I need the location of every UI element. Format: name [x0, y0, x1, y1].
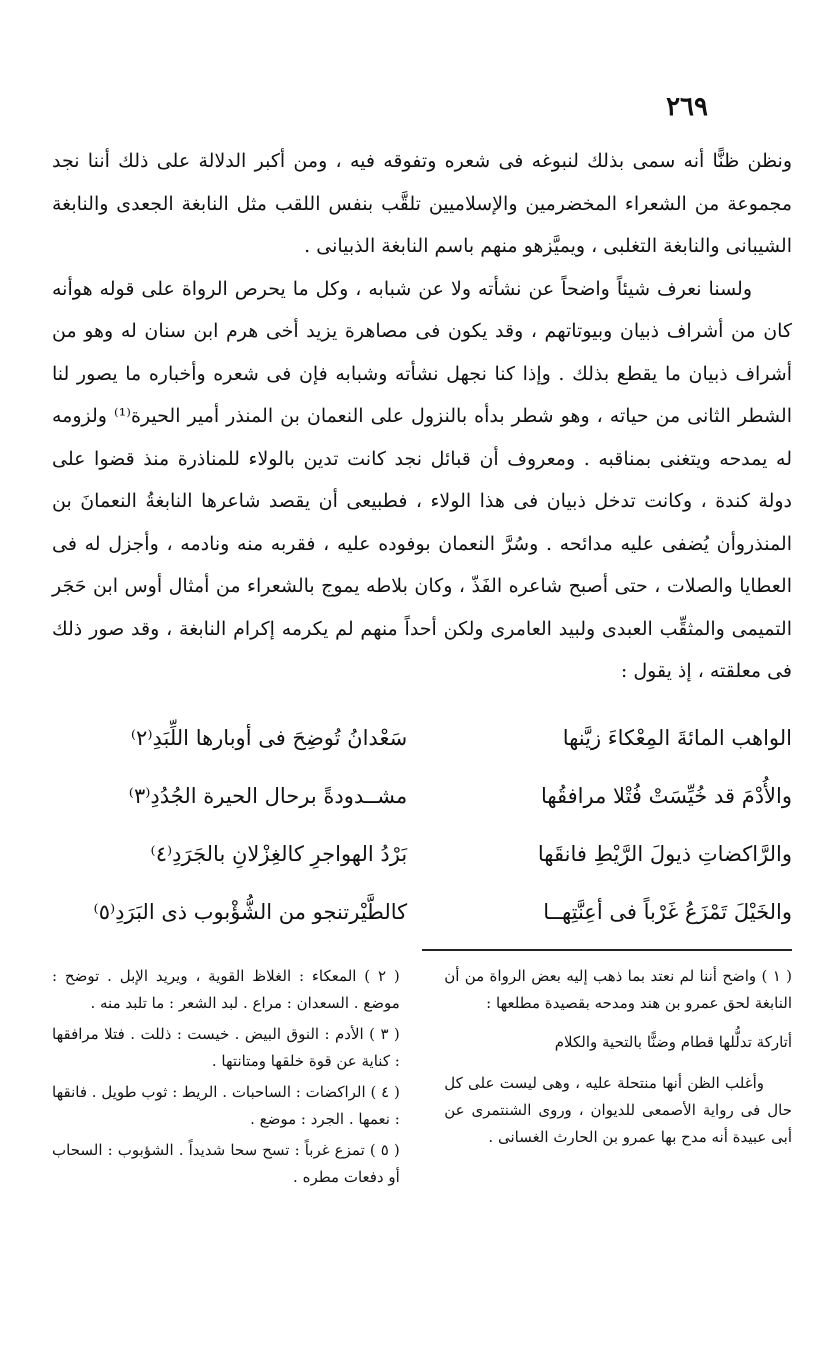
footnotes-right-column — [444, 963, 792, 1195]
footnote-3: ( ٣ ) الأدم : النوق البيض . خيست : ذللت . فتلا مرافقها : كناية عن قوة خلقها ومتانتها . — [52, 1024, 400, 1070]
verse-second-hemistich: بَرْدُ الهواجرِ كالغِزْلانِ بالجَرَدِ⁽٤⁾ — [150, 841, 408, 866]
footnote-1-continued: وأغلب الظن أنها منتحلة عليه ، وهى ليست على كل حال فى رواية الأصمعى للديوان ، وروى الشنتمرى عن أبى عبيدة أنه مدح بها عمرو بن الحارث الغسانى . — [444, 1073, 792, 1146]
footnotes-left-column — [52, 963, 400, 1195]
footnotes — [52, 963, 792, 1195]
verse-first-hemistich: والخَيْلَ تَمْزَعُ غَرْباً فى أعِنَّتِهــا — [543, 899, 792, 924]
footnote-1: ( ١ ) واضح أننا لم نعتد بما ذهب إليه بعض الرواة من أن النابغة لحق عمرو بن هند ومدحه بقصيدة مطلعها : — [444, 966, 793, 1012]
poem-verse — [52, 883, 792, 941]
verse-first-hemistich: والرَّاكضاتِ ذيولَ الرَّيْطِ فانقَها — [537, 841, 792, 866]
paragraph-1: ونظن ظنًّا أنه سمى بذلك لنبوغه فى شعره وتفوقه فيه ، ومن أكبر الدلالة على ذلك أننا نجد مجموعة من الشعراء المخضرمين والإسلاميين تلقَّب بنفس اللقب مثل النابغة الجعدى والنابغة الشيبانى والنابغة التغلبى ، ويميَّزهو منهم باسم النابغة الذبيانى . — [52, 150, 792, 257]
main-text — [52, 140, 792, 693]
poem — [52, 709, 792, 941]
footnote-5: ( ٥ ) تمزع غرباً : تسح سحا شديداً . الشؤبوب : السحاب أو دفعات مطره . — [52, 1140, 400, 1186]
verse-second-hemistich: مشــدودةً برحال الحيرة الجُدُدِ⁽٣⁾ — [128, 783, 408, 808]
poem-verse — [52, 709, 792, 767]
footnote-4: ( ٤ ) الراكضات : الساحبات . الريط : ثوب طويل . فانقها : نعمها . الجرد : موضع . — [52, 1082, 400, 1128]
verse-second-hemistich: كالطَّيْرتنجو من الشُّؤْبوب ذى البَرَدِ⁽٥⁾ — [93, 899, 408, 924]
footnote-separator — [422, 949, 792, 951]
footnote-1-couplet: أتاركة تدلُّلها قطام وضنًّا بالتحية والكلام — [554, 1032, 792, 1051]
verse-first-hemistich: والأُدْمَ قد خُيِّسَتْ فُتْلا مرافقُها — [540, 783, 792, 808]
paragraph-2: ولسنا نعرف شيئاً واضحاً عن نشأته ولا عن شبابه ، وكل ما يحرص الرواة على قوله هوأنه كان من أشراف ذبيان وبيوتاتهم ، وقد يكون فى مصاهرة يزيد أخى هرم ابن سنان له وهو من أشراف ذبيان ما يقطع بذلك . وإذا كنا نجهل نشأته وشبابه فإن فى شعره وأخباره ما يصور لنا الشطر الثانى من حياته ، وهو شطر بدأه بالنزول على النعمان بن المنذر أمير الحيرة⁽¹⁾ ولزومه له يمدحه ويتغنى بمناقبه . ومعروف أن قبائل نجد كانت تدين بالولاء للمناذرة منذ قضوا على دولة كندة ، وكانت تدخل ذبيان فى هذا الولاء ، فطبيعى أن يقصد شاعرها النابغةُ النعمانَ بن المنذروأن يُضفى عليه مدائحه . وسُرَّ النعمان بوفوده عليه ، فقربه منه ونادمه ، وأجزل له فى العطايا والصلات ، حتى أصبح شاعره الفَذّ ، وكان بلاطه يموج بالشعراء من أمثال أوس ابن حَجَر التميمى والمثقِّب العبدى ولبيد العامرى ولكن أحداً منهم لم يكرمه إكرام النابغة ، وقد صور ذلك فى معلقته ، إذ يقول : — [52, 277, 792, 682]
verse-first-hemistich: الواهب المائةَ المِعْكاءَ زيَّنها — [562, 725, 792, 750]
poem-verse — [52, 825, 792, 883]
footnote-2: ( ٢ ) المعكاء : الغلاظ القوية ، ويريد الإبل . توضح : موضع . السعدان : مراع . لبد الشعر : ما تلبد منه . — [52, 966, 400, 1012]
poem-verse — [52, 767, 792, 825]
page-number: ٢٦٩ — [666, 92, 708, 122]
verse-second-hemistich: سَعْدانُ تُوضِحَ فى أوبارها اللِّبَدِ⁽٢⁾ — [130, 725, 408, 750]
